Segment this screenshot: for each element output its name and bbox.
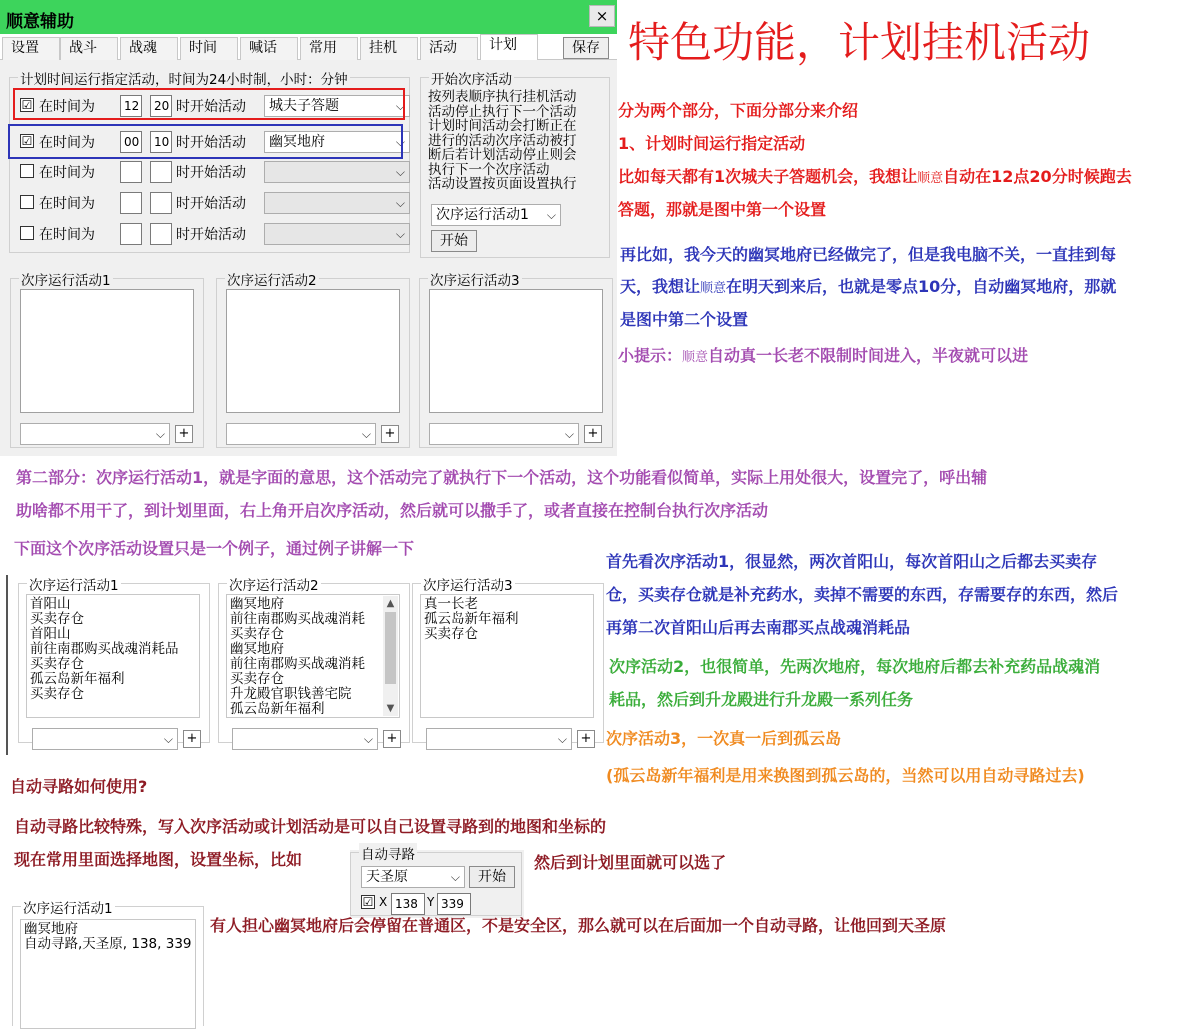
list-item[interactable]: 买卖存仓 [30,611,84,627]
window-title: 顺意辅助 [6,12,74,32]
seq-panel-2-list[interactable] [226,289,400,413]
plan-row-1-minute[interactable]: 20 [150,95,172,117]
note-example1-text-a: 比如每天都有1次城夫子答题机会，我想让 [618,167,918,186]
plan-row-5 [20,222,410,246]
tab-activity[interactable]: 活动 [420,37,478,60]
plan-row-5-label: 在时间为 [39,227,95,243]
plan-row-3-hour[interactable] [120,161,142,183]
example-seq-panel-2-select[interactable] [232,728,378,750]
plan-row-2-activity-value: 幽冥地府 [269,134,325,150]
note-seq3-hint: (孤云岛新年福利是用来换图到孤云岛的，当然可以用自动寻路过去) [606,766,1085,785]
example-seq-panel-2-add-button[interactable] [383,730,401,748]
tab-shout[interactable]: 喊话 [240,37,298,60]
start-seq-select-value: 次序运行活动1 [436,207,529,223]
auto-path-checkbox[interactable]: ☑ [362,895,374,909]
start-seq-select[interactable] [431,204,561,226]
seq-panel-2-add-button[interactable] [381,425,399,443]
chevron-down-icon: ⌵ [363,732,373,746]
note-seq1-line3: 再第二次首阳山后再去南郡买点战魂消耗品 [606,618,911,637]
close-button[interactable] [589,5,615,27]
plan-time-group-label: 计划时间运行指定活动，时间为24小时制，小时：分钟 [18,68,350,88]
list-item[interactable]: 孤云岛新年福利 [230,701,325,717]
start-seq-button[interactable]: 开始 [431,230,477,252]
tab-combat[interactable]: 战斗 [60,37,118,60]
plan-panel [0,60,617,456]
scrollbar-thumb[interactable] [385,612,396,684]
plan-row-5-activity-select[interactable] [264,223,410,245]
list-item[interactable]: 孤云岛新年福利 [424,611,519,627]
chevron-down-icon: ⌵ [395,196,405,210]
plan-row-3-checkbox[interactable] [20,164,34,178]
headline: 特色功能，计划挂机活动 [628,18,1091,67]
seq-panel-1-list[interactable] [20,289,194,413]
list-item[interactable]: 前往南郡购买战魂消耗 [230,611,365,627]
chevron-down-icon: ⌵ [450,870,460,884]
seq-panel-2 [216,273,410,448]
tab-time[interactable]: 时间 [180,37,238,60]
plan-row-1-activity-value: 城夫子答题 [269,98,339,114]
list-item[interactable]: 前往南郡购买战魂消耗品 [30,641,179,657]
note-example1-line2: 答题，那就是图中第一个设置 [618,200,827,219]
chevron-down-icon: ⌵ [564,427,574,441]
tab-bar [0,34,617,60]
bottom-seq-panel-list[interactable] [20,919,196,1029]
plan-row-2-checkbox[interactable]: ☑ [21,134,33,148]
plan-row-2-label: 在时间为 [39,135,95,151]
plan-row-4-label: 在时间为 [39,196,95,212]
chevron-down-icon: ⌵ [395,135,405,149]
auto-path-y-input[interactable]: 339 [437,893,471,915]
chevron-down-icon: ⌵ [395,165,405,179]
note-example2-text-b: 在明天到来后，也就是零点10分，自动幽冥地府，那就 [726,277,1117,296]
note-auto-path-line3: 然后到计划里面就可以选了 [534,853,727,872]
note-seq2-line2: 耗品，然后到升龙殿进行升龙殿一系列任务 [609,690,914,709]
plan-row-5-checkbox[interactable] [20,226,34,240]
auto-path-y-label: Y [427,895,435,909]
list-item[interactable]: 幽冥地府 [230,596,284,612]
tab-settings[interactable]: 设置 [2,37,60,60]
plus-icon: + [178,426,190,441]
auto-path-widget [350,847,524,918]
scroll-down-icon[interactable]: ▼ [386,703,395,714]
plan-row-3-activity-select[interactable] [264,161,410,183]
auto-path-group [350,847,522,916]
close-icon: × [595,7,609,25]
highlight-second-setting [8,124,403,159]
chevron-down-icon: ⌵ [395,227,405,241]
seq-panel-1-select[interactable] [20,423,170,445]
plan-row-4-activity-select[interactable] [264,192,410,214]
example-seq-panel-2-scrollbar[interactable] [383,596,398,716]
note-example2-line1: 再比如，我今天的幽冥地府已经做完了，但是我电脑不关，一直挂到每 [620,245,1117,264]
list-item[interactable]: 自动寻路,天圣原, 138, 339 [24,936,192,952]
example-seq-panel-2-label: 次序运行活动2 [227,574,321,594]
note-intro: 分为两个部分，下面分部分来介绍 [618,101,859,120]
list-item[interactable]: 幽冥地府 [230,641,284,657]
note-tip-name: 顺意 [682,350,709,365]
plan-row-3-minute[interactable] [150,161,172,183]
plan-row-2-hour[interactable]: 00 [120,131,142,153]
plus-icon: + [384,426,396,441]
list-item[interactable]: 前往南郡购买战魂消耗 [230,656,365,672]
auto-path-group-label: 自动寻路 [359,843,417,863]
note-seq1-line2: 仓，买卖存仓就是补充药水，卖掉不需要的东西，存需要存的东西，然后 [606,585,1119,604]
seq-panel-3-select[interactable] [429,423,579,445]
chevron-down-icon: ⌵ [155,427,165,441]
example-seq-panel-3-add-button[interactable] [577,730,595,748]
note-tip [618,339,1028,374]
seq-panel-3-add-button[interactable] [584,425,602,443]
list-item[interactable]: 真一长老 [424,596,478,612]
note-example2-line3: 是图中第二个设置 [620,310,749,329]
note-part1-title: 1、计划时间运行指定活动 [618,134,806,153]
start-seq-group-label: 开始次序活动 [429,68,514,88]
note-part2-line2: 助啥都不用干了，到计划里面，右上角开启次序活动，然后就可以撒手了，或者直接在控制台执行次序活动 [16,501,769,520]
auto-path-map-value: 天圣原 [366,869,408,885]
seq-panel-3-list[interactable] [429,289,603,413]
auto-path-map-select[interactable] [361,866,465,888]
list-item[interactable]: 幽冥地府 [24,921,78,937]
plan-row-4-minute[interactable] [150,192,172,214]
plan-row-1-hour[interactable]: 12 [120,95,142,117]
chevron-down-icon: ⌵ [395,99,405,113]
note-seq2-line1: 次序活动2，也很简单，先两次地府，每次地府后都去补充药品战魂消 [609,657,1101,676]
plan-row-2-suffix: 时开始活动 [176,135,246,151]
plan-row-1-suffix: 时开始活动 [176,99,246,115]
seq-panel-1 [10,273,204,448]
list-item[interactable]: 买卖存仓 [424,626,478,642]
note-example2-text-a: 天，我想让 [620,277,701,296]
list-item[interactable]: 首阳山 [30,596,71,612]
list-item[interactable]: 升龙殿官职钱善宅院 [230,686,352,702]
tab-battle-soul[interactable]: 战魂 [120,37,178,60]
note-auto-path-question: 自动寻路如何使用? [10,777,148,796]
plus-icon: + [580,731,592,746]
example-seq-panel-1-label: 次序运行活动1 [27,574,121,594]
list-item[interactable]: 孤云岛新年福利 [30,671,125,687]
note-seq3: 次序活动3，一次真一后到孤云岛 [606,729,842,748]
bottom-seq-panel-label: 次序运行活动1 [21,897,115,917]
list-item[interactable]: 买卖存仓 [30,686,84,702]
tab-plan[interactable]: 计划 [480,34,538,61]
note-example1-text-b: 自动在12点20分时候跑去 [943,167,1132,186]
note-part2-example: 下面这个次序活动设置只是一个例子，通过例子讲解一下 [14,539,415,558]
note-auto-path-line4: 有人担心幽冥地府后会停留在普通区，不是安全区，那么就可以在后面加一个自动寻路，让他回到天圣原 [210,916,947,935]
tab-common[interactable]: 常用 [300,37,358,60]
bottom-seq-panel [12,901,204,1026]
plus-icon: + [587,426,599,441]
example-seq-panel-3-select[interactable] [426,728,572,750]
plan-row-1-checkbox[interactable]: ☑ [21,98,33,112]
plan-row-2-minute[interactable]: 10 [150,131,172,153]
plus-icon: + [386,731,398,746]
note-part2-line1: 第二部分：次序运行活动1，就是字面的意思，这个活动完了就执行下一个活动，这个功能看似简单，实际上用处很大，设置完了，呼出辅 [16,468,988,487]
auto-path-x-label: X [379,895,388,909]
plan-row-3-suffix: 时开始活动 [176,165,246,181]
note-tip-text: 自动真一长老不限制时间进入，半夜就可以进 [708,346,1029,365]
example-seq-panel-1-select[interactable] [32,728,178,750]
list-item[interactable]: 买卖存仓 [230,671,284,687]
seq-panel-2-select[interactable] [226,423,376,445]
plan-row-4-suffix: 时开始活动 [176,196,246,212]
example-seq-panel-1-list[interactable] [26,594,200,718]
example-seq-panel-1 [18,578,210,746]
seq-panel-1-add-button[interactable] [175,425,193,443]
chevron-down-icon: ⌵ [163,732,173,746]
plan-row-5-hour[interactable] [120,223,142,245]
list-item[interactable]: 买卖存仓 [230,626,284,642]
plan-row-4-hour[interactable] [120,192,142,214]
scroll-up-icon[interactable]: ▲ [386,598,395,609]
plan-row-3 [20,160,410,184]
note-tip-prefix: 小提示： [618,346,683,365]
chevron-down-icon: ⌵ [557,732,567,746]
plan-row-1-label: 在时间为 [39,99,95,115]
plan-row-4 [20,191,410,215]
tab-afk[interactable]: 挂机 [360,37,418,60]
example-seq-area [6,575,606,755]
note-example2-line2 [620,270,1116,305]
note-auto-path-line2: 现在常用里面选择地图，设置坐标，比如 [14,850,303,869]
start-seq-group [420,72,610,258]
example-seq-panel-3-label: 次序运行活动3 [421,574,515,594]
bottom-seq-area [8,896,204,1021]
start-seq-description: 按列表顺序执行挂机活动 活动停止执行下一个活动 计划时间活动会打断正在 进行的活动次序活动被打 断后若计划活动停止则会 执行下一个次序活动 活动设置按页面设置执行 [428,89,577,192]
plus-icon: + [186,731,198,746]
plan-row-3-label: 在时间为 [39,165,95,181]
example-seq-panel-2 [218,578,410,746]
note-example2-name: 顺意 [700,281,727,296]
plan-row-4-checkbox[interactable] [20,195,34,209]
note-example1-name: 顺意 [917,171,944,186]
list-item[interactable]: 买卖存仓 [30,656,84,672]
note-example1-line1 [618,160,1132,195]
example-seq-panel-2-list[interactable] [226,594,400,718]
seq-panel-1-label: 次序运行活动1 [19,269,113,289]
list-item[interactable]: 首阳山 [30,626,71,642]
window-titlebar [0,0,617,34]
highlight-first-setting [13,88,405,120]
note-auto-path-line1: 自动寻路比较特殊，写入次序活动或计划活动是可以自己设置寻路到的地图和坐标的 [14,817,607,836]
plan-row-5-minute[interactable] [150,223,172,245]
example-seq-panel-3-list[interactable] [420,594,594,718]
seq-panel-3 [419,273,613,448]
plan-row-5-suffix: 时开始活动 [176,227,246,243]
note-seq1-line1: 首先看次序活动1，很显然，两次首阳山，每次首阳山之后都去买卖存 [606,552,1098,571]
chevron-down-icon: ⌵ [361,427,371,441]
save-button[interactable]: 保存 [563,37,609,59]
auto-path-start-button[interactable]: 开始 [469,866,515,888]
example-seq-panel-1-add-button[interactable] [183,730,201,748]
seq-panel-2-label: 次序运行活动2 [225,269,319,289]
seq-panel-3-label: 次序运行活动3 [428,269,522,289]
chevron-down-icon: ⌵ [546,208,556,222]
example-seq-panel-3 [412,578,604,746]
auto-path-x-input[interactable]: 138 [391,893,425,915]
